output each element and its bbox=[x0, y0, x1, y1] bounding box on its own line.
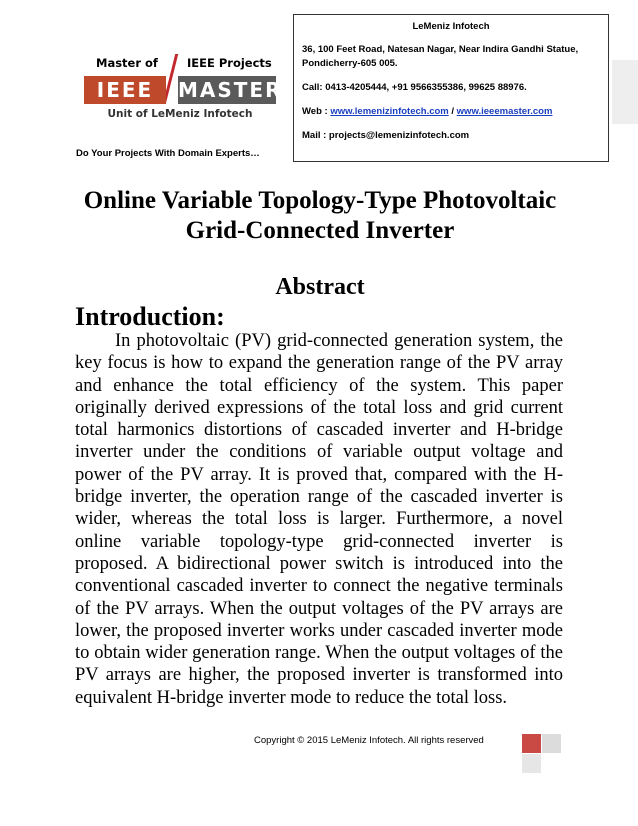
contact-box bbox=[293, 14, 609, 162]
contact-address: 36, 100 Feet Road, Natesan Nagar, Near Indira Gandhi Statue, Pondicherry-605 005. bbox=[302, 44, 579, 69]
logo-ieee-projects-text: IEEE Projects bbox=[187, 56, 272, 70]
introduction-body bbox=[75, 330, 563, 709]
contact-mail: Mail : projects@lemenizinfotech.com bbox=[302, 130, 470, 141]
logo-master-text: MASTER bbox=[178, 78, 283, 102]
logo-band bbox=[84, 76, 283, 104]
page-edge-decoration bbox=[612, 60, 638, 124]
web-link-lemeniz[interactable]: www.lemenizinfotech.com bbox=[330, 106, 449, 117]
footer-square-light bbox=[522, 754, 541, 773]
logo-top-row bbox=[84, 54, 276, 72]
contact-phone: Call: 0413-4205444, +91 9566355386, 99625 88976. bbox=[302, 82, 527, 93]
company-logo bbox=[84, 54, 283, 126]
footer-copyright: Copyright © 2015 LeMeniz Infotech. All rights reserved bbox=[254, 735, 484, 746]
tagline: Do Your Projects With Domain Experts… bbox=[76, 148, 260, 159]
document-title: Online Variable Topology-Type Photovoltaic Grid-Connected Inverter bbox=[83, 187, 557, 244]
contact-web bbox=[302, 105, 600, 119]
contact-web-separator: / bbox=[448, 106, 457, 117]
footer-square-gray bbox=[542, 734, 561, 753]
introduction-heading: Introduction: bbox=[75, 302, 225, 331]
contact-web-label: Web : bbox=[302, 106, 331, 117]
logo-unit-text: Unit of LeMeniz Infotech bbox=[107, 108, 253, 120]
contact-company-name: LeMeniz Infotech bbox=[412, 21, 490, 32]
introduction-paragraph: In photovoltaic (PV) grid-connected generation system, the key focus is how to expand the generation range of the PV array and enhance the total efficiency of the system. This paper originally derived expressions of the total loss and grid current total harmonics distortions of cascaded inverter and H-bridge inverter under the conditions of variable output voltage and power of the PV array. It is proved that, compared with the H-bridge inverter, the operation range of the cascaded inverter is wider, whereas the total loss is larger. Furthermore, a novel online variable topology-type grid-connected inverter is proposed. A bidirectional power switch is introduced into the conventional cascaded inverter to connect the negative terminals of the PV arrays. When the output voltages of the PV arrays are lower, the proposed inverter works under cascaded inverter mode to obtain wider generation range. When the output voltages of the PV arrays are higher, the proposed inverter is transformed into equivalent H-bridge inverter mode to reduce the total loss. bbox=[75, 331, 563, 708]
abstract-heading: Abstract bbox=[275, 274, 365, 300]
logo-master-of-text: Master of bbox=[96, 56, 158, 70]
web-link-ieeemaster[interactable]: www.ieeemaster.com bbox=[456, 106, 553, 117]
logo-ieee-text: IEEE bbox=[84, 76, 166, 104]
footer-square-red bbox=[522, 734, 541, 753]
